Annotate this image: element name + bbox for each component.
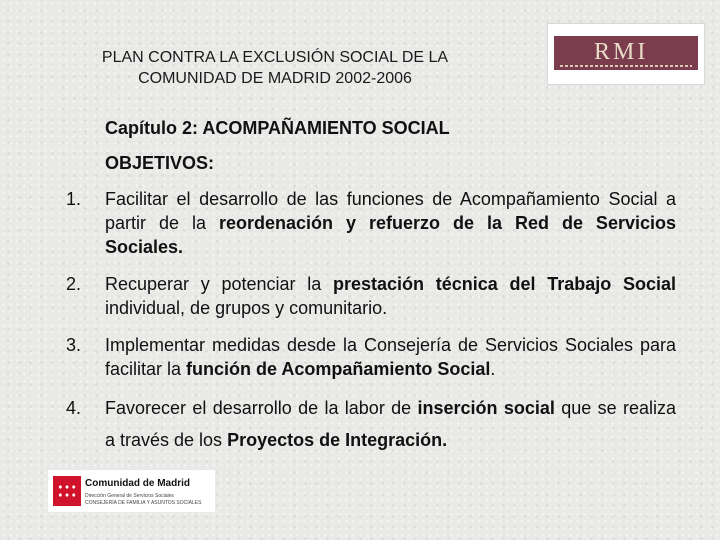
objective-number: 2.	[66, 274, 82, 294]
cm-logo-subtitle-1: Dirección General de Servicios Sociales	[85, 493, 174, 499]
page-title	[62, 47, 488, 89]
objective-bold-part: prestación técnica del Trabajo Social	[333, 274, 676, 294]
objective-text	[105, 272, 676, 320]
rmi-logo-mark: RMI	[594, 39, 649, 65]
objective-bold-part: función de Acompañamiento Social	[186, 359, 491, 379]
chapter-heading: Capítulo 2: ACOMPAÑAMIENTO SOCIAL	[105, 118, 450, 138]
objective-text-part: individual, de grupos y comunitario.	[105, 298, 388, 318]
objective-bold-part: Proyectos de Integración.	[227, 430, 448, 450]
comunidad-madrid-logo	[48, 470, 215, 512]
madrid-flag-icon	[53, 476, 81, 506]
objective-text	[105, 187, 676, 259]
objective-text	[105, 333, 676, 381]
flag-stars	[57, 483, 77, 499]
objective-text-part: Facilitar el desarrollo de las funciones de Acompañamiento Social a partir de la	[105, 189, 676, 233]
objective-item-4	[66, 392, 676, 456]
cm-logo-subtitle-2: CONSEJERÍA DE FAMILIA Y ASUNTOS SOCIALES	[85, 500, 202, 506]
objective-text-part: Recuperar y potenciar la	[105, 274, 333, 294]
objective-number: 3.	[66, 335, 82, 355]
title-line-2: COMUNIDAD DE MADRID 2002-2006	[138, 70, 412, 87]
rmi-logo	[547, 23, 705, 85]
objective-number: 1.	[66, 189, 82, 209]
objective-text-part: Favorecer el desarrollo de la labor de	[105, 398, 418, 418]
objective-bold-part: reordenación y refuerzo de la Red de Servicios Sociales.	[105, 213, 676, 257]
objective-text-part: Implementar medidas desde la Consejería de Servicios Sociales para facilitar la	[105, 335, 676, 379]
objective-text-part: .	[490, 359, 496, 379]
objective-text-part: que se realiza a través de los	[105, 398, 676, 450]
objetivos-heading: OBJETIVOS:	[105, 153, 215, 173]
rmi-logo-subline	[560, 65, 692, 67]
objective-item-1	[66, 187, 676, 259]
objective-text	[105, 392, 676, 456]
rmi-logo-band	[554, 36, 698, 70]
objective-item-2	[66, 272, 676, 320]
cm-logo-name: Comunidad de Madrid	[85, 478, 190, 489]
objective-number: 4.	[66, 398, 82, 418]
objective-item-3	[66, 333, 676, 381]
objective-bold-part: inserción social	[417, 398, 555, 418]
title-line-1: PLAN CONTRA LA EXCLUSIÓN SOCIAL DE LA	[101, 49, 449, 66]
